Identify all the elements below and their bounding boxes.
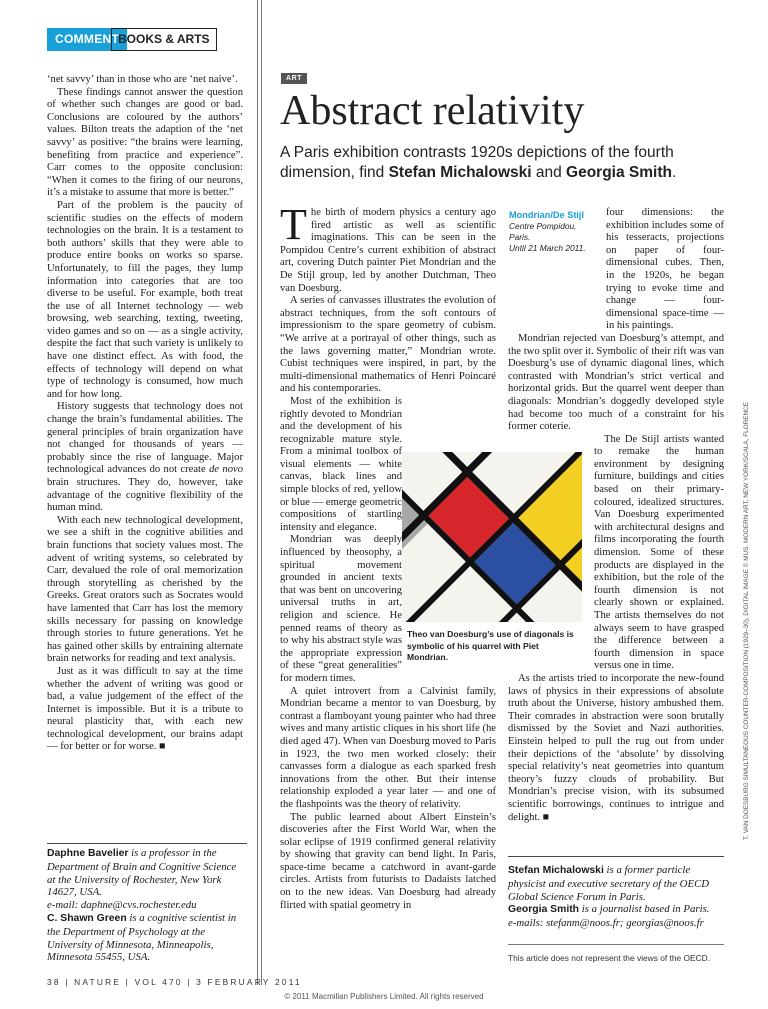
author-name: Stefan Michalowski xyxy=(388,163,532,181)
standfirst-text: . xyxy=(671,163,677,181)
exhibition-venue: Centre Pompidou, xyxy=(509,221,577,231)
italic-term: de novo xyxy=(209,464,244,476)
author-emails[interactable]: e-mails: stefanm@noos.fr; georgias@noos.fr xyxy=(508,917,704,930)
painting-image xyxy=(402,452,582,622)
author-name: C. Shawn Green xyxy=(47,912,127,924)
author-affiliation: is a professor in the Department of Brain and Cognitive Science at the University of Rochester, New York 14627, USA. xyxy=(47,847,237,899)
paragraph: Most of the exhibition is rightly devoted to Mondrian and the development of his recognizable mature style. From a minimal toolbox of visual elements — white canvas, black lines and simple blocks of red, yellow or blue — emerge geometric compositions of startling intensity and elegance. xyxy=(280,395,402,533)
paragraph: Just as it was difficult to say at the time whether the advent of writing was good or bad, a value judgement of the effect of the Internet is impossible. But it is a tribute to neural plasticity that, with each new technological development, our brains adapt — for better or for worse. ■ xyxy=(47,665,243,753)
image-credit xyxy=(743,401,753,840)
article-headline: Abstract relativity xyxy=(280,88,585,134)
paragraph: These findings cannot answer the question of whether such changes are good or bad. Conclusions are coloured by the authors’ values. Bilton treats the adaption of the ‘net savvy’ as positive: “the brains were learning, benefiting from practice and experience”. Carr comes to the opposite conclusion: “When it comes to the firing of our neurons, it’s a mistake to assume that more is better.” xyxy=(47,86,243,199)
paragraph xyxy=(47,401,243,514)
article-standfirst xyxy=(280,143,720,183)
author-name: Daphne Bavelier xyxy=(47,848,129,859)
standfirst-text: A Paris exhibition contrasts 1920s depictions of the fourth dimension, find xyxy=(280,144,674,181)
author-email[interactable]: e-mail: daphne@cvs.rochester.edu xyxy=(47,899,197,912)
paragraph: four dimensions: the exhibition includes some of his tesseracts, projections on paper of four-dimensional cubes. Then, in the 1920s, he began trying to evoke time and change — four-dimensional space-time — in his paintings. xyxy=(606,207,724,332)
exhibition-title: Mondrian/De Stijl xyxy=(509,210,585,220)
paragraph: Mondrian rejected van Doesburg’s attempt, and the two split over it. Symbolic of their rift was van Doesburg’s use of dynamic diagonal lines, which contrasted with Mondrian’s strict vertical and horizontal grids. But the quarrel went deeper than diagonals: Mondrian’s doggedly developed style had become too much of a constraint for his former coterie. xyxy=(508,332,724,433)
column-divider xyxy=(257,0,258,985)
exhibition-city: Paris. xyxy=(509,232,531,242)
author-affiliation: is a journalist based in Paris. xyxy=(579,903,710,916)
figure-caption: Theo van Doesburg’s use of diagonals is symbolic of his quarrel with Piet Mondrian. xyxy=(407,629,574,663)
author-name: Stefan Michalowski xyxy=(508,865,604,876)
article-tag: ART xyxy=(281,73,307,84)
paragraph: Part of the problem is the paucity of scientific studies on the effects of modern technologies on the brain. It is a testament to both authors’ skills that they were able to produce entire books on works so sparse. Unfortunately, to fill the pages, they lump information into categories that are too diverse to be useful. For example, both treat the use of all Internet technology — web browsing, web searching, texting, tweeting, video games and so on — as a single activity, despite the fact that such variety is unlikely to have one distinct effect. As with food, the effects of technology will depend on what type of technology is consumed, how much and for how long. xyxy=(47,199,243,400)
exhibition-dates: Until 21 March 2011. xyxy=(509,243,586,253)
paragraph-text: brain structures. They do, however, take advantage of the cognitive flexibility of the human mind. xyxy=(47,477,243,514)
paragraph: A quiet introvert from a Calvinist family, Mondrian became a mentor to van Doesburg, by contrast a flamboyant young painter who had three wives and many artistic cliques in his short life (he died aged 47). When van Doesburg moved to Paris in 1923, the two men worked closely: their canvasses form a dialogue as each sparked fresh innovations from the other. But their intense relationship exploded a year later — and one of the flashpoints was the theory of relativity. xyxy=(280,685,496,810)
paragraph: Mondrian was deeply influenced by theosophy, a spiritual movement grounded in ancient texts that was bent on uncovering universal truths in art, religion and science. He penned reams of theory as to why his abstract style was the appropriate expression of these “great generalities” for modern times. xyxy=(280,534,402,684)
drop-cap: T xyxy=(280,200,307,249)
paragraph: The De Stijl artists wanted to remake the human environment by designing furniture, buildings and cities based on their primary-coloured, idealized structures. Van Doesburg experimented with architectural designs and films incorporating the fourth dimension. Some of these products are displayed in the exhibition, but the role of the fourth dimension is not clearly shown or explained. The artists themselves do not always seem to have grasped the difference between a fourth dimension in space versus one in time. xyxy=(594,433,724,672)
column-divider-double xyxy=(261,0,262,985)
paragraph-text: History suggests that technology does not change the brain’s fundamental abilities. The general principles of brain organization have not changed for thousands of years — probably since the rise of language. Major technological advances do not create xyxy=(47,401,243,476)
copyright-notice: © 2011 Macmillan Publishers Limited. All rights reserved xyxy=(284,992,484,1001)
disclaimer: This article does not represent the views of the OECD. xyxy=(508,944,724,963)
paragraph xyxy=(280,200,496,295)
paragraph: As the artists tried to incorporate the new-found laws of physics in their expressions of absolute truth about the Universe, history ambushed them. Their comrades in abstraction were soon brutally dismissed by the Soviet and Nazi authorities. Einstein helped to pull the rug out from under their depictions of the ‘absolute’ by dissolving special relativity’s neat geometries into quantum theory’s fuzzy clouds of probability. But Mondrian’s precise vision, with its subsumed scientific borrowings, continues to intrigue and delight. ■ xyxy=(508,672,724,823)
left-column xyxy=(47,74,243,754)
page-footer-info: 38 | NATURE | VOL 470 | 3 FEBRUARY 2011 xyxy=(47,977,302,987)
section-label-books-arts: BOOKS & ARTS xyxy=(111,28,217,51)
author-affiliation: is a former particle physicist and executive secretary of the OECD Global Science Forum in Paris. xyxy=(508,864,710,903)
section-label-comment: COMMENT xyxy=(47,28,127,51)
image-credit-text: T. VAN DOESBURG SIMULTANEOUS COUNTER-COMPOSITION (1929–30), DIGITAL IMAGE © MUS. MODERN ART, NEW YORK/SCALA, FLORENCE xyxy=(743,401,750,840)
paragraph: The public learned about Albert Einstein’s discoveries after the First World War, when the solar eclipse of 1919 confirmed general relativity by showing that gravity can bend light. In Paris, space-time became a catchword in avant-garde circles. Artists from futurists to Dadaists latched on to the new ideas. Van Doesburg had already flirted with spatial geometry in xyxy=(280,811,496,911)
paragraph-text: he birth of modern physics a century ago fired artistic as well as scientific imaginations. This can be seen in the Pompidou Centre’s current exhibition of abstract art, covering Dutch painter Piet Mondrian and the De Stijl group, led by another Dutchman, Theo van Doesburg. xyxy=(280,207,496,294)
author-name: Georgia Smith xyxy=(566,163,672,181)
counter-composition-artwork xyxy=(402,452,582,622)
author-bio-left xyxy=(47,843,247,964)
standfirst-text: and xyxy=(531,163,567,181)
author-affiliation: is a cognitive scientist in the Department of Psychology at the University of Minnesota, Minneapolis, Minnesota 55455, USA. xyxy=(47,911,237,964)
paragraph: With each new technological development, we see a shift in the cognitive abilities and brain functions that society values most. The advent of writing systems, so celebrated by Carr, devalued the role of oral memorization through storytelling as cherished by the Greeks. Great orators such as Socrates would have lamented that Carr has lost the memory skills necessary for passing on knowledge through stories to future generations. Yet he has gained other skills by entraining alternate brain networks for reading and text analysis. xyxy=(47,514,243,665)
paragraph: ‘net savvy’ than in those who are ‘net naive’. xyxy=(47,74,238,85)
author-name: Georgia Smith xyxy=(508,904,580,916)
author-bio-right xyxy=(508,856,724,930)
paragraph: A series of canvasses illustrates the evolution of abstract techniques, from the soft contours of impressionism to the spare geometry of cubism. “We arrive at a portrayal of other things, such as the laws governing matter,” Mondrian wrote. Cubist techniques were inspired, in part, by the multi-dimensional mathematics of Henri Poincaré and his contemporaries. xyxy=(280,295,496,395)
